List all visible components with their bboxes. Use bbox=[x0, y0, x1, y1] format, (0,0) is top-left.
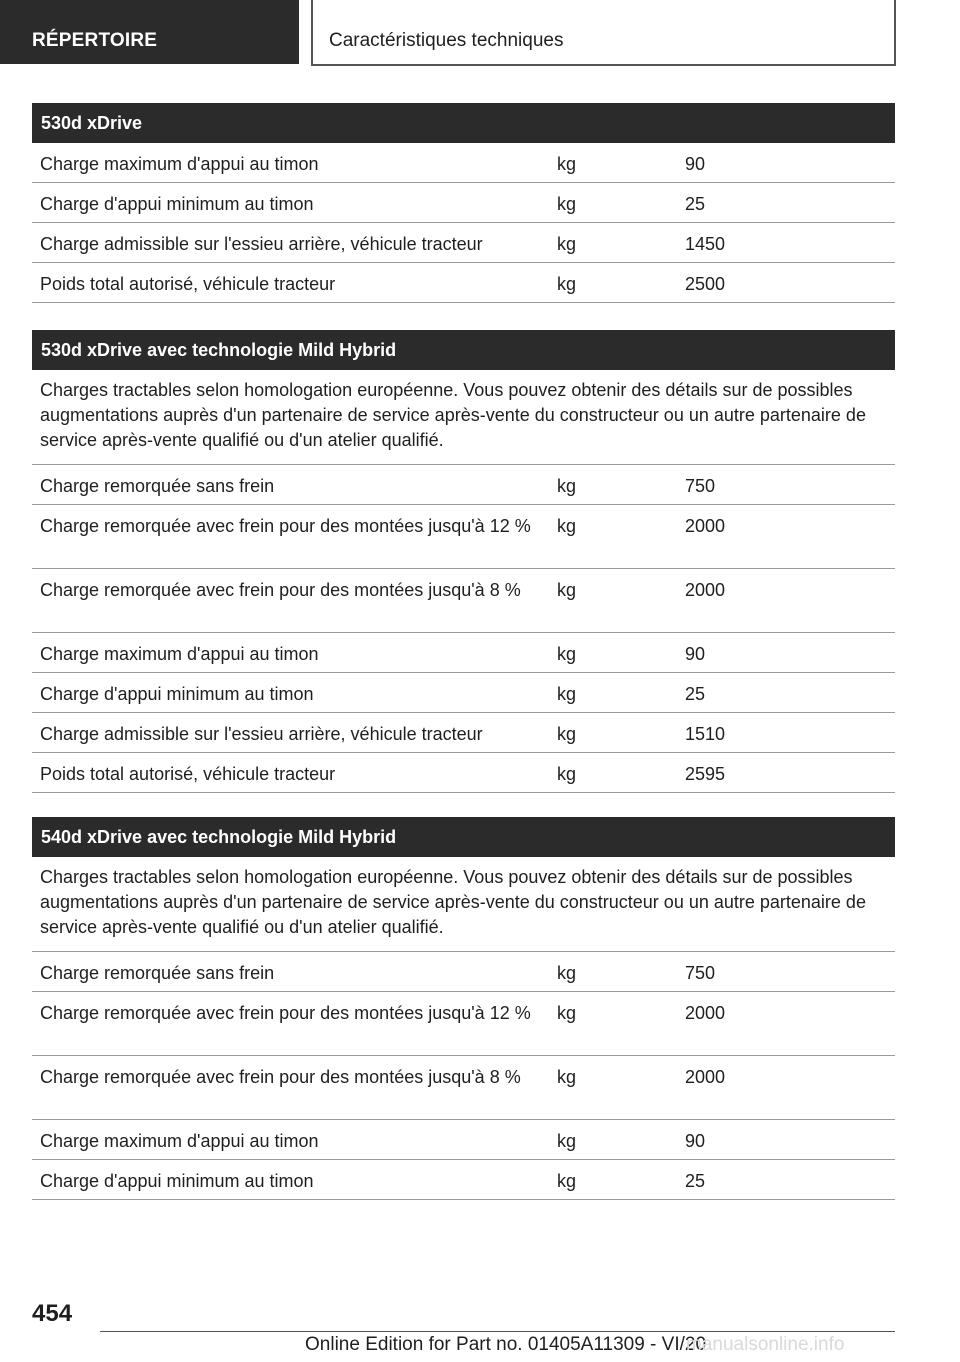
section-heading: 540d xDrive avec technologie Mild Hybrid bbox=[32, 817, 895, 857]
row-label: Charge d'appui minimum au timon bbox=[40, 1171, 314, 1191]
row-label: Poids total autorisé, véhicule tracteur bbox=[40, 764, 336, 784]
row-unit: kg bbox=[557, 1003, 577, 1023]
table-row bbox=[32, 569, 895, 633]
table-row bbox=[32, 183, 895, 223]
row-value: 90 bbox=[685, 1131, 706, 1151]
row-label: Poids total autorisé, véhicule tracteur bbox=[40, 274, 336, 294]
row-unit: kg bbox=[557, 476, 577, 496]
section-540d-mild-hybrid bbox=[32, 817, 895, 1200]
section-description: Charges tractables selon homologation européenne. Vous pouvez obtenir des détails sur de possibles augmentations auprès d'un partenaire de service après-vente du constructeur ou un autre partenaire de service après-vente qualifié ou d'un atelier qualifié. bbox=[32, 857, 895, 952]
row-label: Charge remorquée sans frein bbox=[40, 476, 275, 496]
row-unit: kg bbox=[557, 724, 577, 744]
row-label: Charge admissible sur l'essieu arrière, véhicule tracteur bbox=[40, 234, 483, 254]
table-row bbox=[32, 673, 895, 713]
row-value: 90 bbox=[685, 154, 706, 174]
table-row bbox=[32, 223, 895, 263]
table-row bbox=[32, 633, 895, 673]
chapter-title: Caractéristiques techniques bbox=[311, 0, 896, 66]
row-unit: kg bbox=[557, 516, 577, 536]
row-unit: kg bbox=[557, 234, 577, 254]
row-unit: kg bbox=[557, 154, 577, 174]
row-value: 750 bbox=[685, 476, 716, 496]
row-value: 25 bbox=[685, 684, 706, 704]
row-unit: kg bbox=[557, 963, 577, 983]
row-label: Charge maximum d'appui au timon bbox=[40, 644, 319, 664]
section-description: Charges tractables selon homologation européenne. Vous pouvez obtenir des détails sur de possibles augmentations auprès d'un partenaire de service après-vente du constructeur ou un autre partenaire de service après-vente qualifié ou d'un atelier qualifié. bbox=[32, 370, 895, 465]
table-row bbox=[32, 1160, 895, 1200]
table-row bbox=[32, 1120, 895, 1160]
table-row bbox=[32, 505, 895, 569]
row-unit: kg bbox=[557, 274, 577, 294]
footer-divider bbox=[100, 1331, 895, 1332]
row-unit: kg bbox=[557, 194, 577, 214]
row-value: 25 bbox=[685, 194, 706, 214]
row-label: Charge maximum d'appui au timon bbox=[40, 154, 319, 174]
row-label: Charge remorquée avec frein pour des montées jusqu'à 12 % bbox=[40, 1003, 531, 1023]
table-row bbox=[32, 143, 895, 183]
table-row bbox=[32, 992, 895, 1056]
row-unit: kg bbox=[557, 580, 577, 600]
table-row bbox=[32, 753, 895, 793]
row-value: 25 bbox=[685, 1171, 706, 1191]
row-value: 2595 bbox=[685, 764, 726, 784]
row-label: Charge d'appui minimum au timon bbox=[40, 194, 314, 214]
row-label: Charge admissible sur l'essieu arrière, véhicule tracteur bbox=[40, 724, 483, 744]
row-value: 2000 bbox=[685, 580, 726, 600]
table-row bbox=[32, 713, 895, 753]
row-value: 1510 bbox=[685, 724, 726, 744]
row-label: Charge remorquée avec frein pour des montées jusqu'à 8 % bbox=[40, 580, 521, 600]
row-value: 90 bbox=[685, 644, 706, 664]
table-row bbox=[32, 263, 895, 303]
row-unit: kg bbox=[557, 764, 577, 784]
row-value: 2000 bbox=[685, 516, 726, 536]
section-heading: 530d xDrive avec technologie Mild Hybrid bbox=[32, 330, 895, 370]
repertoire-tab[interactable]: RÉPERTOIRE bbox=[0, 0, 299, 64]
row-value: 2000 bbox=[685, 1067, 726, 1087]
section-530d-mild-hybrid bbox=[32, 330, 895, 793]
row-value: 2500 bbox=[685, 274, 726, 294]
row-value: 2000 bbox=[685, 1003, 726, 1023]
row-unit: kg bbox=[557, 1131, 577, 1151]
row-label: Charge d'appui minimum au timon bbox=[40, 684, 314, 704]
page-number: 454 bbox=[32, 1300, 73, 1327]
table-row bbox=[32, 1056, 895, 1120]
row-unit: kg bbox=[557, 684, 577, 704]
row-label: Charge remorquée sans frein bbox=[40, 963, 275, 983]
edition-text: Online Edition for Part no. 01405A11309 - VI/20 bbox=[305, 1334, 707, 1355]
table-row bbox=[32, 952, 895, 992]
top-bar bbox=[0, 0, 960, 66]
row-unit: kg bbox=[557, 1171, 577, 1191]
section-heading: 530d xDrive bbox=[32, 103, 895, 143]
watermark: manualsonline.info bbox=[686, 1334, 845, 1355]
row-value: 1450 bbox=[685, 234, 726, 254]
row-value: 750 bbox=[685, 963, 716, 983]
row-label: Charge maximum d'appui au timon bbox=[40, 1131, 319, 1151]
row-unit: kg bbox=[557, 1067, 577, 1087]
section-530d-xdrive bbox=[32, 103, 895, 303]
row-label: Charge remorquée avec frein pour des montées jusqu'à 8 % bbox=[40, 1067, 521, 1087]
row-label: Charge remorquée avec frein pour des montées jusqu'à 12 % bbox=[40, 516, 531, 536]
row-unit: kg bbox=[557, 644, 577, 664]
table-row bbox=[32, 465, 895, 505]
